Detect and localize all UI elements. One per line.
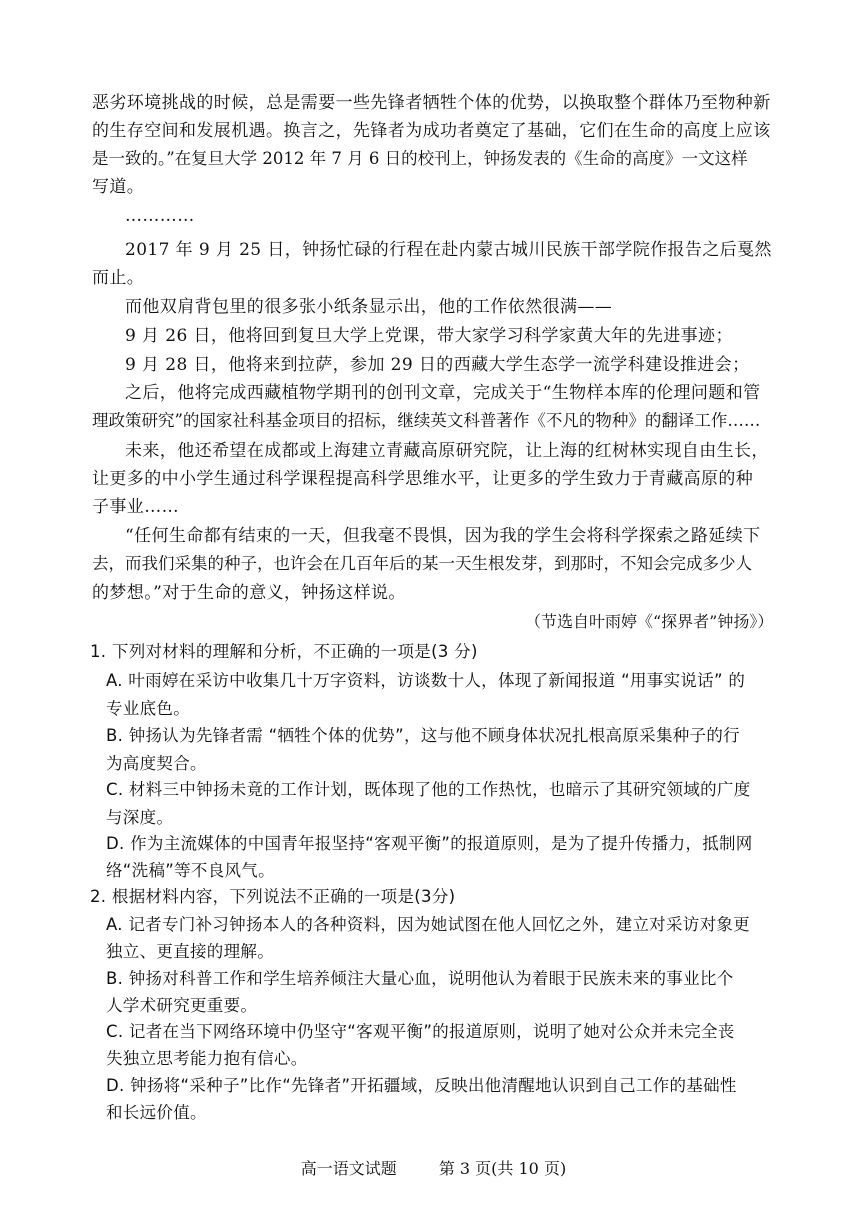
option-c-cont: 失独立思考能力抱有信心。 [106,1049,308,1068]
passage-line: “任何生命都有结束的一天，但我毫不畏惧，因为我的学生会将科学探索之路延续下 [125,526,761,546]
option-b: B. 钟扬认为先锋者需 “牺牲个体的优势”，这与他不顾身体状况扎根高原采集种子的行 [106,726,740,745]
option-a-cont: 专业底色。 [106,699,190,718]
passage-line: 9 月 28 日，他将来到拉萨，参加 29 日的西藏大学生态学一流学科建设推进会； [125,355,750,375]
passage-line: 2017 年 9 月 25 日，钟扬忙碌的行程在赴内蒙古城川民族干部学院作报告之后戛然 [125,240,772,260]
page-footer [0,1158,867,1180]
option-c: C. 记者在当下网络环境中仍坚守“客观平衡”的报道原则，说明了她对公众并未完全丧 [106,1022,735,1041]
option-a: A. 叶雨婷在采访中收集几十万字资料，访谈数十人，体现了新闻报道 “用事实说话” 的 [106,671,746,690]
passage-line: 子事业…… [92,497,179,517]
passage-line: 恶劣环境挑战的时候，总是需要一些先锋者牺牲个体的优势，以换取整个群体乃至物种新 [92,93,771,113]
option-c-cont: 与深度。 [106,808,174,827]
passage-line: 9 月 26 日，他将回到复旦大学上党课，带大家学习科学家黄大年的先进事迹； [125,326,733,346]
option-d-cont: 和长远价值。 [106,1103,207,1122]
passage-line: 写道。 [92,177,145,197]
passage-source: （节选自叶雨婷《“探界者”钟扬》） [525,612,774,631]
question-stem: 1. 下列对材料的理解和分析，不正确的一项是(3 分) [90,642,478,661]
option-a: A. 记者专门补习钟扬本人的各种资料，因为她试图在他人回忆之外，建立对采访对象更 [106,915,750,934]
passage-line: 的生存空间和发展机遇。换言之，先锋者为成功者奠定了基础，它们在生命的高度上应该 [92,121,771,141]
passage-line: 是一致的。”在复旦大学 2012 年 7 月 6 日的校刊上，钟扬发表的《生命的高度》一文这样 [92,149,748,168]
option-c: C. 材料三中钟扬未竟的工作计划，既体现了他的工作热忱，也暗示了其研究领域的广度 [106,780,751,799]
passage-line: 去，而我们采集的种子，也许会在几百年后的某一天生根发芽，到那时，不知会完成多少人 [92,554,752,573]
passage-line: 的梦想。”对于生命的意义，钟扬这样说。 [92,583,406,603]
option-d: D. 作为主流媒体的中国青年报坚持“客观平衡”的报道原则，是为了提升传播力，抵制网 [106,834,753,853]
passage-line: 之后，他将完成西藏植物学期刊的创刊文章，完成关于“生物样本库的伦理问题和管 [125,383,761,403]
footer-page-number: 第 3 页(共 10 页) [438,1159,567,1178]
option-b: B. 钟扬对科普工作和学生培养倾注大量心血，说明他认为着眼于民族未来的事业比个 [106,969,734,988]
passage-line: 而他双肩背包里的很多张小纸条显示出，他的工作依然很满—— [125,297,613,317]
passage-line: 让更多的中小学生通过科学课程提高科学思维水平，让更多的学生致力于青藏高原的种 [92,469,754,489]
passage-line: 而止。 [92,268,145,288]
passage-line: 理政策研究”的国家社科基金项目的招标，继续英文科普著作《不凡的物种》的翻译工作…… [92,411,761,430]
question-stem: 2. 根据材料内容，下列说法不正确的一项是(3分) [90,887,456,906]
option-b-cont: 为高度契合。 [106,754,207,773]
option-a-cont: 独立、更直接的理解。 [106,942,274,961]
footer-subject: 高一语文试题 [300,1159,397,1178]
option-d-cont: 络“洗稿”等不良风气。 [106,861,275,880]
passage-ellipsis: ………… [125,206,195,226]
option-b-cont: 人学术研究更重要。 [106,996,258,1015]
passage-line: 未来，他还希望在成都或上海建立青藏高原研究院，让上海的红树林实现自由生长， [125,441,769,461]
option-d: D. 钟扬将“采种子”比作“先锋者”开拓疆域，反映出他清醒地认识到自己工作的基础性 [106,1076,737,1095]
